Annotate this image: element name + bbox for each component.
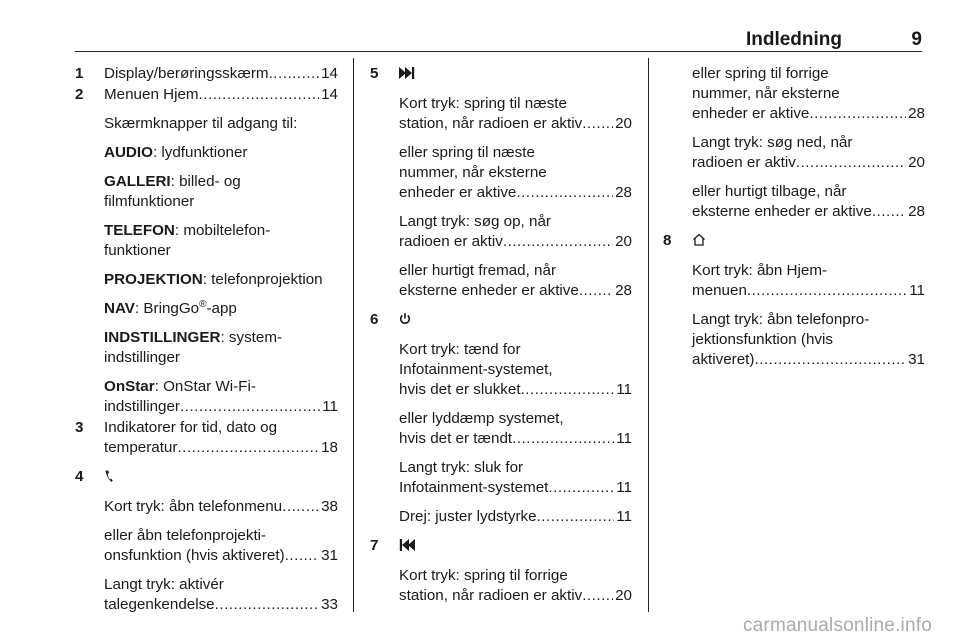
item-4: 4 Kort tryk: åbn telefonmenu ..... 38 eller åbn telefonprojekti- onsfunktion (hvis aktiveret) ..... 31 Langt tryk: aktivér talegenkendelse ..... 33 xyxy=(75,467,338,615)
column-divider-1 xyxy=(353,58,354,612)
page-ref[interactable]: 31 xyxy=(908,351,925,368)
page-ref[interactable]: 11 xyxy=(616,508,632,525)
intro-text: Skærmknapper til adgang til: xyxy=(104,115,298,132)
page-ref[interactable]: 20 xyxy=(615,233,632,250)
item-number: 3 xyxy=(75,419,84,436)
toc-line: Kort tryk: åbn telefonmenu ..... 38 xyxy=(104,497,338,517)
indstillinger-line: INDSTILLINGER: system- indstillinger xyxy=(104,329,283,366)
toc-line: Display/berøringsskærm ..... 14 xyxy=(104,64,338,84)
item-number: 6 xyxy=(370,311,379,328)
item-3: 3 Indikatorer for tid, dato og temperatur ..... 18 xyxy=(75,418,338,458)
page-ref[interactable]: 20 xyxy=(615,115,632,132)
item-1 xyxy=(75,64,338,84)
page-ref[interactable]: 28 xyxy=(615,184,632,201)
page-ref[interactable]: 28 xyxy=(615,282,632,299)
page-ref[interactable]: 28 xyxy=(908,203,925,220)
item-number: 1 xyxy=(75,65,84,82)
header-rule xyxy=(75,51,922,52)
page-ref[interactable]: 14 xyxy=(321,65,338,82)
power-icon xyxy=(399,310,411,328)
page-number: 9 xyxy=(911,29,922,50)
phone-icon xyxy=(104,467,114,485)
column-3: eller spring til forrige nummer, når eksterne enheder er aktive ..... 28 Langt tryk: søg ned, når radioen er aktiv ..... 20 eller hurtigt tilbage, når eksterne enheder er aktive ..... 28 8 Kort tryk: åbn Hjem- menuen ..... 11 Langt tryk: åbn telefonpro- jektionsfunktion (hvis aktiveret) ..... 31 xyxy=(663,64,925,379)
page-ref[interactable]: 11 xyxy=(616,479,632,496)
item-5: 5 Kort tryk: spring til næste station, når radioen er aktiv ..... 20 eller spring til næste nummer, når eksterne enheder er aktive ..... 28 Langt tryk: søg op, når radioen er aktiv ..... 20 eller hurtigt fremad, når eksterne enheder er aktive ..... 28 xyxy=(370,64,632,301)
page-ref[interactable]: 20 xyxy=(615,587,632,604)
toc-line: Menuen Hjem ..... 14 xyxy=(104,85,338,105)
page-title: Indledning xyxy=(745,29,842,50)
page-header xyxy=(75,30,922,52)
previous-track-icon xyxy=(399,536,415,554)
item-7: 7 Kort tryk: spring til forrige station, når radioen er aktiv ..... 20 xyxy=(370,536,632,606)
home-icon xyxy=(692,231,706,249)
item-2 xyxy=(75,85,338,105)
watermark: carmanualsonline.info xyxy=(742,615,932,636)
item-number: 2 xyxy=(75,86,84,103)
page-ref[interactable]: 31 xyxy=(321,547,338,564)
page-ref[interactable]: 20 xyxy=(908,154,925,171)
onstar-line: OnStar: OnStar Wi-Fi- indstillinger ..... 11 xyxy=(104,377,338,417)
toc-line: Drej: juster lydstyrke ..... 11 xyxy=(399,507,632,527)
page-ref[interactable]: 11 xyxy=(616,381,632,398)
nav-line: NAV: BringGo®-app xyxy=(104,298,237,317)
projektion-line: PROJEKTION: telefonprojektion xyxy=(104,271,323,288)
page-ref[interactable]: 18 xyxy=(321,439,338,456)
item-number: 8 xyxy=(663,232,672,249)
item-8: 8 Kort tryk: åbn Hjem- menuen ..... 11 Langt tryk: åbn telefonpro- jektionsfunktion (hvis aktiveret) ..... 31 xyxy=(663,231,925,370)
item-number: 4 xyxy=(75,468,84,485)
page-ref[interactable]: 14 xyxy=(321,86,338,103)
telefon-line: TELEFON: mobiltelefon- funktioner xyxy=(104,222,271,259)
page-ref[interactable]: 28 xyxy=(908,105,925,122)
next-track-icon xyxy=(399,64,415,82)
item-number: 5 xyxy=(370,65,379,82)
column-divider-2 xyxy=(648,58,649,612)
page-ref[interactable]: 11 xyxy=(616,430,632,447)
page-ref[interactable]: 38 xyxy=(321,498,338,515)
column-2 xyxy=(370,64,632,615)
page-ref[interactable]: 11 xyxy=(909,282,925,299)
item-6: 6 Kort tryk: tænd for Infotainment-systemet, hvis det er slukket ..... 11 eller lyddæmp systemet, hvis det er tændt ..... 11 Langt tryk: sluk for Infotainment-systemet ..... 11 Drej: juster lydstyrke ..... 11 xyxy=(370,310,632,527)
audio-line: AUDIO: lydfunktioner xyxy=(104,144,248,161)
column-1 xyxy=(75,64,338,624)
page-ref[interactable]: 33 xyxy=(321,596,338,613)
page-ref[interactable]: 11 xyxy=(322,398,338,415)
galleri-line: GALLERI: billed- og filmfunktioner xyxy=(104,173,241,210)
item-number: 7 xyxy=(370,537,379,554)
